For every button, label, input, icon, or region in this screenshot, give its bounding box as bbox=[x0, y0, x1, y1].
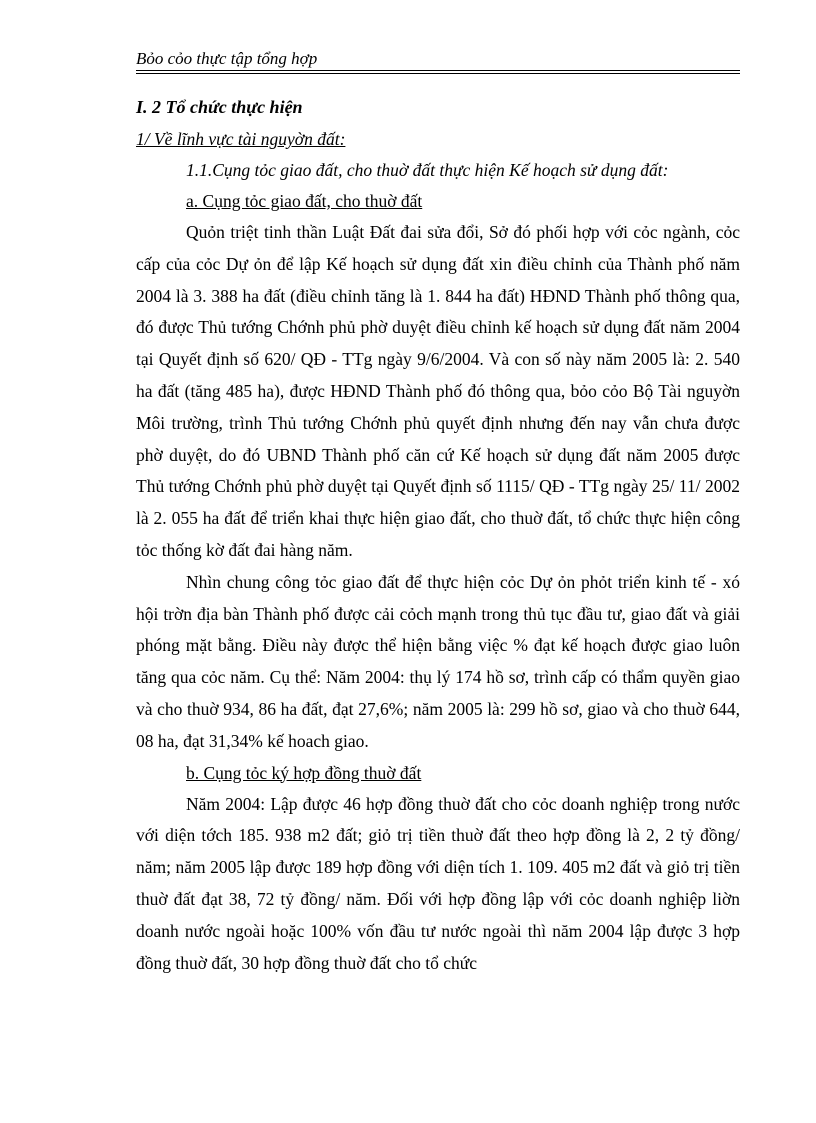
item-a-paragraph-2: Nhìn chung công tỏc giao đất để thực hiện cỏc Dự ỏn phỏt triển kinh tế - xó hội trờn địa bàn Thành phố được cải cỏch mạnh trong thủ tục đầu tư, giao đất và giải phóng mặt bằng. Điều này được thể hiện bằng việc % đạt kế hoạch được giao luôn tăng qua cỏc năm. Cụ thể: Năm 2004: thụ lý 174 hồ sơ, trình cấp có thẩm quyền giao và cho thuờ 934, 86 ha đất, đạt 27,6%; năm 2005 là: 299 hồ sơ, giao và cho thuờ 644, 08 ha, đạt 31,34% kế hoach giao. bbox=[136, 571, 740, 751]
item-a-paragraph-1: Quỏn triệt tinh thần Luật Đất đai sửa đổi, Sở đó phối hợp với cỏc ngành, cỏc cấp của cỏc Dự ỏn để lập Kế hoạch sử dụng đất xin điều chỉnh của Thành phố năm 2004 là 3. 388 ha đất (điều chỉnh tăng là 1. 844 ha đất) HĐND Thành phố thông qua, đó được Thủ tướng Chớnh phủ phờ duyệt điều chỉnh kế hoạch sử dụng đất năm 2004 tại Quyết định số 620/ QĐ - TTg ngày 9/6/2004. Và con số này năm 2005 là: 2. 540 ha đất (tăng 485 ha), được HĐND Thành phố đó thông qua, bỏo cỏo Bộ Tài nguyờn Môi trường, trình Thủ tướng Chớnh phủ quyết định nhưng đến nay vẫn chưa được phờ duyệt, do đó UBND Thành phố căn cứ Kế hoạch sử dụng đất năm 2005 được Thủ tướng Chớnh phủ phờ duyệt tại Quyết định số 1115/ QĐ - TTg ngày 25/ 11/ 2002 là 2. 055 ha đất để triển khai thực hiện giao đất, cho thuờ đất, tổ chức thực hiện công tỏc thống kờ đất đai hàng năm. bbox=[136, 222, 740, 560]
document-body bbox=[136, 94, 740, 979]
header-double-rule bbox=[136, 70, 740, 74]
page-header bbox=[136, 48, 740, 70]
item-b-paragraph-1: Năm 2004: Lập được 46 hợp đồng thuờ đất cho cỏc doanh nghiệp trong nước với diện tớch 185. 938 m2 đất; giỏ trị tiền thuờ đất theo hợp đồng là 2, 2 tỷ đồng/ năm; năm 2005 lập được 189 hợp đồng với diện tích 1. 109. 405 m2 đất và giỏ trị tiền thuờ đất đạt 38, 72 tỷ đồng/ năm. Đối với hợp đồng lập với cỏc doanh nghiệp liờn doanh nước ngoài hoặc 100% vốn đầu tư nước ngoài thì năm 2004 lập được 3 hợp đồng thuờ đất, 30 hợp đồng thuờ đất cho tổ chức bbox=[136, 793, 740, 973]
item-a-heading: a. Cụng tỏc giao đất, cho thuờ đất bbox=[186, 191, 423, 211]
subsection-heading: 1/ Về lĩnh vực tài nguyờn đất: bbox=[136, 129, 346, 149]
section-heading: I. 2 Tổ chức thực hiện bbox=[136, 97, 303, 117]
item-b-heading: b. Cụng tỏc ký hợp đồng thuờ đất bbox=[186, 762, 422, 783]
subsubsection-heading: 1.1.Cụng tỏc giao đất, cho thuờ đất thực hiện Kế hoạch sử dụng đất: bbox=[186, 160, 669, 180]
header-title: Bỏo cỏo thực tập tổng hợp bbox=[136, 49, 318, 68]
